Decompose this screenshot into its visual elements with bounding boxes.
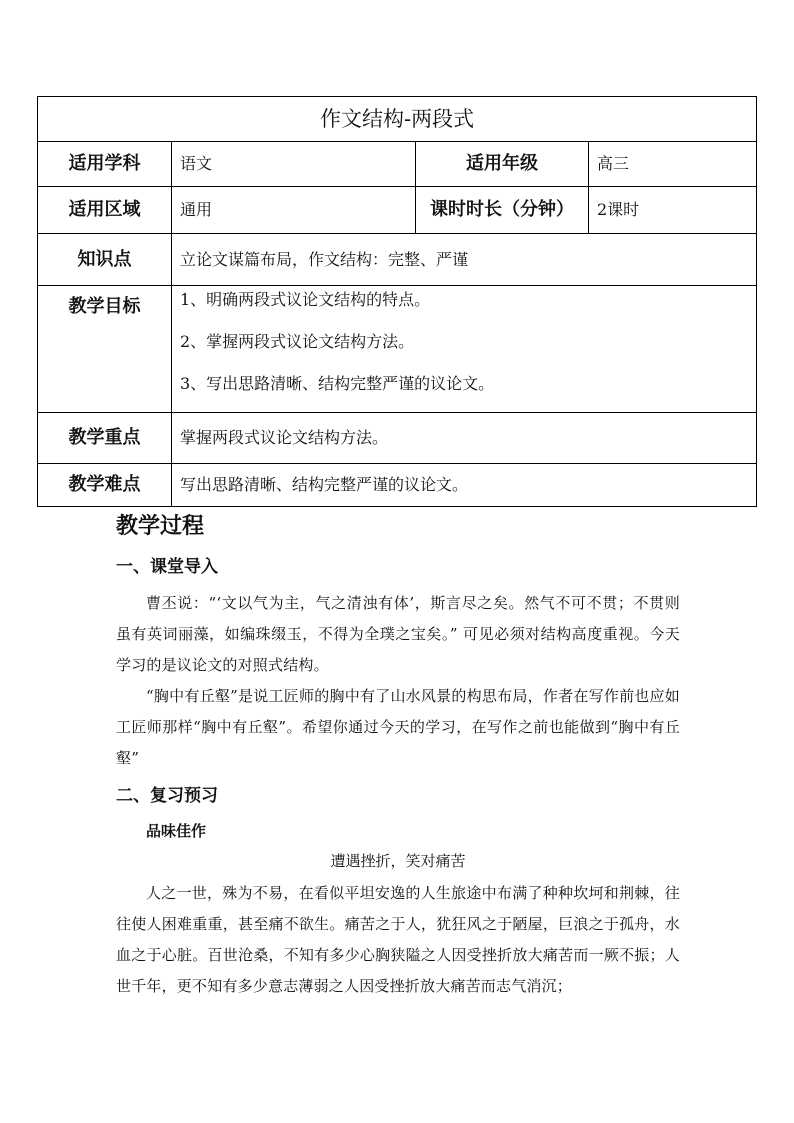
section2-heading: 二、复习预习 xyxy=(116,786,218,806)
goals-list xyxy=(172,286,757,413)
grade-value: 高三 xyxy=(589,142,757,187)
essay-title: 遭遇挫折，笑对痛苦 xyxy=(330,852,466,870)
region-value: 通用 xyxy=(172,187,416,234)
lesson-info-table xyxy=(37,96,757,507)
focus-value: 掌握两段式议论文结构方法。 xyxy=(172,413,757,464)
subject-value: 语文 xyxy=(172,142,416,187)
essay-paragraph: 人之一世，殊为不易，在看似平坦安逸的人生旅途中布满了种种坎坷和荆棘，往往使人困难重重，甚至痛不欲生。痛苦之于人，犹狂风之于陋屋，巨浪之于孤舟，水血之于心脏。百世沧桑，不知有多少心胸狭隘之人因受挫折放大痛苦而一厥不振；人世千年，更不知有多少意志薄弱之人因受挫折放大痛苦而志气消沉； xyxy=(116,884,680,995)
table-title: 作文结构-两段式 xyxy=(38,97,757,142)
difficulty-label: 教学难点 xyxy=(38,464,172,507)
subject-label: 适用学科 xyxy=(38,142,172,187)
focus-label: 教学重点 xyxy=(38,413,172,464)
goal-item: 3、写出思路清晰、结构完整严谨的议论文。 xyxy=(180,374,495,393)
knowledge-label: 知识点 xyxy=(38,234,172,286)
region-label: 适用区域 xyxy=(38,187,172,234)
difficulty-value: 写出思路清晰、结构完整严谨的议论文。 xyxy=(172,464,757,507)
section1-heading: 一、课堂导入 xyxy=(116,557,218,577)
goal-item: 1、明确两段式议论文结构的特点。 xyxy=(180,290,431,309)
section2-subheading: 品味佳作 xyxy=(146,822,207,840)
goal-item: 2、掌握两段式议论文结构方法。 xyxy=(180,332,415,351)
duration-value: 2课时 xyxy=(589,187,757,234)
section1-paragraph-1: 曹丕说：“‘文以气为主，气之清浊有体’，斯言尽之矣。然气不可不贯；不贯则虽有英词丽藻，如编珠缀玉，不得为全璞之宝矣。” 可见必须对结构高度重视。今天学习的是议论文的对照式结构。 xyxy=(116,594,680,674)
knowledge-value: 立论文谋篇布局，作文结构：完整、严谨 xyxy=(172,234,757,286)
grade-label: 适用年级 xyxy=(416,142,589,187)
goals-label: 教学目标 xyxy=(38,286,172,413)
process-title: 教学过程 xyxy=(116,513,205,539)
duration-label: 课时时长（分钟） xyxy=(416,187,589,234)
section1-paragraph-2: “胸中有丘壑”是说工匠师的胸中有了山水风景的构思布局，作者在写作前也应如工匠师那样“胸中有丘壑”。希望你通过今天的学习，在写作之前也能做到“胸中有丘壑” xyxy=(116,687,680,767)
